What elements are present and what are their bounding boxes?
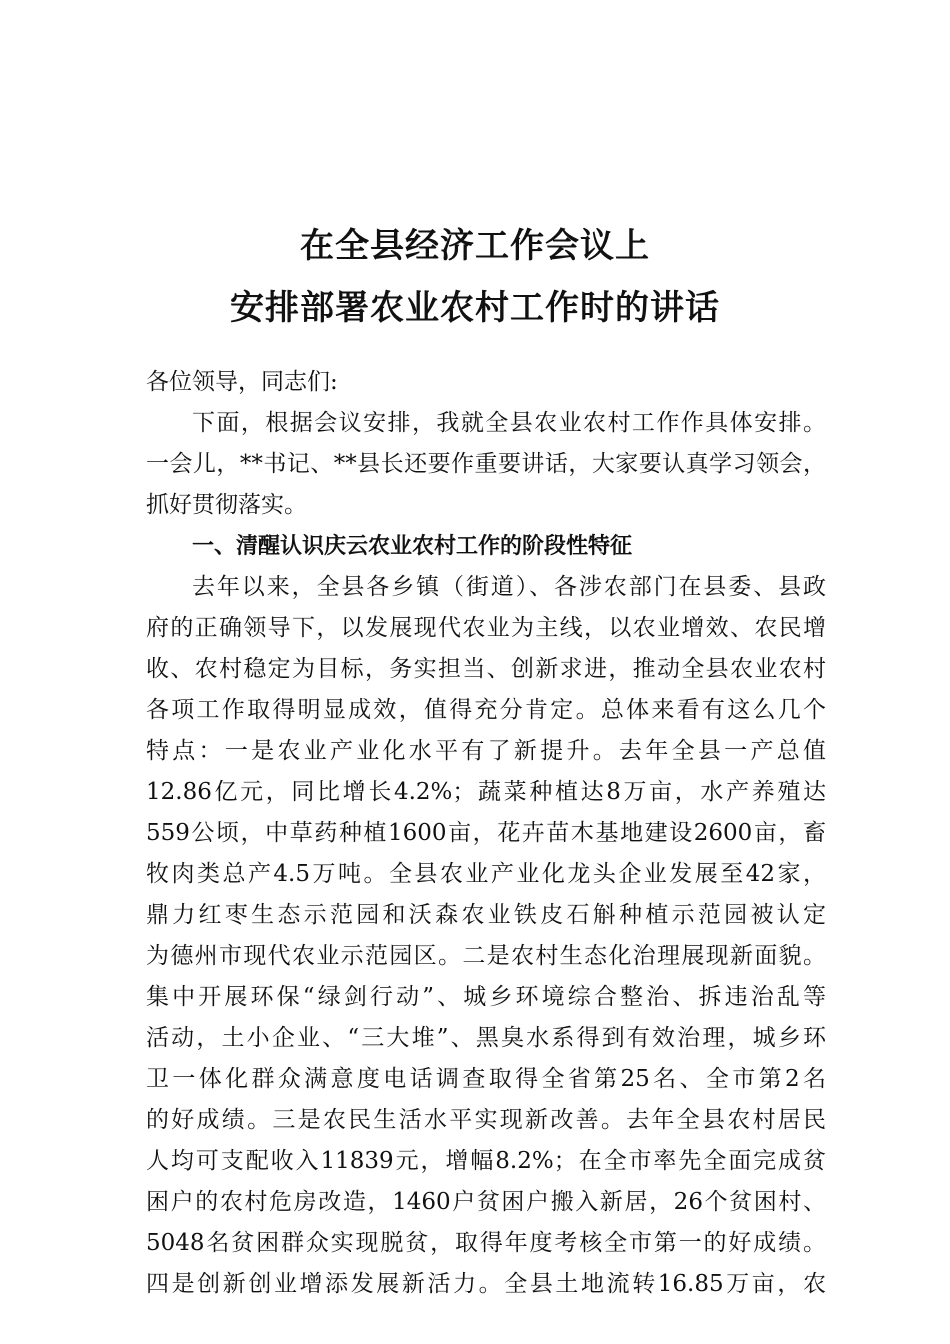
text-line: 鼎力红枣生态示范园和沃森农业铁皮石斛种植示范园被认定 (146, 902, 826, 928)
text-line: 集中开展环保“绿剑行动”、城乡环境综合整治、拆违治乱等 (146, 984, 826, 1010)
text-span: 去年全县农村居民 (626, 1107, 826, 1133)
text-line: 牧肉类总产4.5万吨。全县农业产业化龙头企业发展至42家， (146, 861, 826, 887)
text-span: 为德州市现代农业示范园区。 (146, 943, 463, 969)
text-line: 困户的农村危房改造，1460户贫困户搬入新居，26个贫困村、 (146, 1189, 826, 1215)
text-line: 活动，土小企业、“三大堆”、黑臭水系得到有效治理，城乡环 (146, 1025, 826, 1051)
text-line (146, 1100, 826, 1141)
text-line: 人均可支配收入11839元，增幅8.2%；在全市率先全面完成贫 (146, 1148, 826, 1174)
text-line: 府的正确领导下，以发展现代农业为主线，以农业增效、农民增 (146, 615, 826, 641)
document-body (146, 362, 826, 1305)
section-heading-text: 一、清醒认识庆云农业农村工作的阶段性特征 (192, 534, 633, 559)
text-line (146, 936, 826, 977)
salutation-text: 各位领导，同志们: (146, 369, 338, 395)
text-span: 特点： (146, 738, 225, 764)
document-title-line-1: 在全县经济工作会议上 (300, 226, 650, 266)
text-line: 各项工作取得明显成效，值得充分肯定。总体来看有这么几个 (146, 697, 826, 723)
text-span: 全县土地流转16.85万亩，农 (504, 1271, 826, 1297)
highlight-phrase: 四是创新创业增添发展新活力。 (146, 1271, 505, 1297)
text-span: 去年全县一产总值 (619, 738, 826, 764)
text-line: 卫一体化群众满意度电话调查取得全省第25名、全市第2名 (146, 1066, 826, 1092)
text-line: 559公顷，中草药种植1600亩，花卉苗木基地建设2600亩，畜 (146, 820, 826, 846)
highlight-phrase: 三是农民生活水平实现新改善。 (272, 1107, 627, 1133)
text-line: 收、农村稳定为目标，务实担当、创新求进，推动全县农业农村 (146, 656, 826, 682)
salutation (146, 362, 826, 403)
highlight-phrase: 二是农村生态化治理展现新面貌。 (462, 943, 826, 969)
intro-paragraph (146, 403, 826, 526)
text-line: 下面，根据会议安排，我就全县农业农村工作作具体安排。 (192, 410, 826, 436)
section-paragraph (146, 567, 826, 1305)
text-line: 抓好贯彻落实。 (146, 492, 307, 518)
text-line (146, 731, 826, 772)
text-line: 5048名贫困群众实现脱贫，取得年度考核全市第一的好成绩。 (146, 1230, 826, 1256)
highlight-phrase: 一是农业产业化水平有了新提升。 (224, 738, 620, 764)
text-line (146, 1264, 826, 1305)
text-line: 12.86亿元，同比增长4.2%；蔬菜种植达8万亩，水产养殖达 (146, 779, 826, 805)
text-line: 一会儿，**书记、**县长还要作重要讲话，大家要认真学习领会， (146, 451, 826, 477)
text-line: 去年以来，全县各乡镇（街道）、各涉农部门在县委、县政 (192, 574, 826, 600)
document-title-line-2: 安排部署农业农村工作时的讲话 (230, 288, 720, 328)
text-span: 的好成绩。 (146, 1107, 273, 1133)
section-heading (146, 526, 826, 567)
